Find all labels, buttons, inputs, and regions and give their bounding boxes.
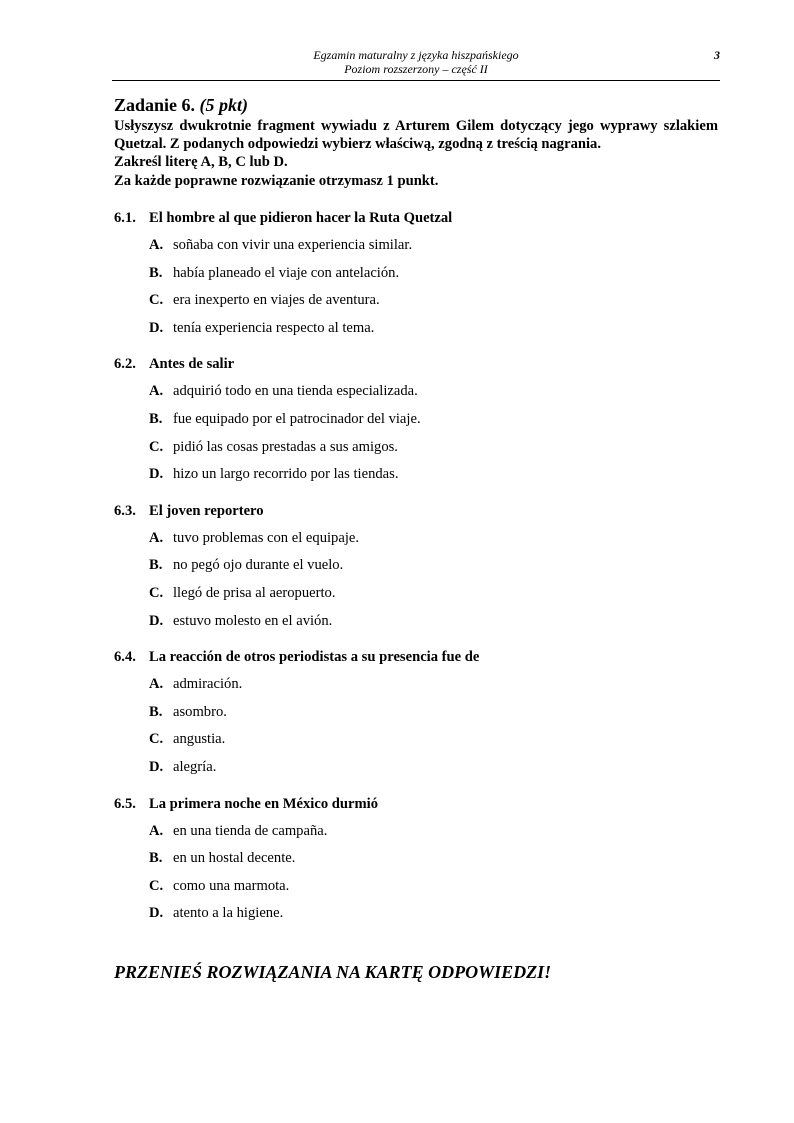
transfer-answers-note: PRZENIEŚ ROZWIĄZANIA NA KARTĘ ODPOWIEDZI! (114, 962, 552, 982)
option-letter: C. (149, 731, 164, 748)
question-number: 6.3. (114, 502, 136, 519)
question-number: 6.2. (114, 356, 136, 373)
option-text: alegría. (173, 758, 217, 775)
option-text: no pegó ojo durante el vuelo. (173, 557, 344, 574)
option-letter: A. (149, 383, 164, 400)
option-a[interactable] (114, 234, 718, 262)
option-d[interactable] (114, 317, 718, 345)
option-text: en un hostal decente. (173, 850, 296, 867)
option-letter: B. (149, 264, 163, 281)
option-text: adquirió todo en una tienda especializada. (173, 383, 418, 400)
question-list (114, 207, 718, 930)
option-letter: D. (149, 905, 164, 922)
option-letter: A. (149, 529, 164, 546)
option-text: en una tienda de campaña. (173, 822, 328, 839)
question-text: El hombre al que pidieron hacer la Ruta Quetzal (149, 210, 453, 226)
question-number: 6.1. (114, 210, 136, 226)
option-letter: D. (149, 319, 164, 336)
option-b[interactable] (114, 847, 718, 875)
option-text: estuvo molesto en el avión. (173, 612, 333, 629)
question-stem (114, 207, 718, 234)
instruction-line-2: Zakreśl literę A, B, C lub D. (114, 154, 288, 171)
option-text: asombro. (173, 703, 227, 720)
option-letter: C. (149, 584, 164, 601)
question-text: El joven reportero (149, 502, 264, 519)
instruction-line-1: Usłyszysz dwukrotnie fragment wywiadu z Arturem Gilem dotyczący jego wyprawy szlakiem Quetzal. Z podanych odpowiedzi wybierz właściwą, zgodną z treścią nagrania. (114, 118, 718, 153)
option-letter: D. (149, 758, 164, 775)
option-letter: B. (149, 703, 163, 720)
option-c[interactable] (114, 436, 718, 464)
option-d[interactable] (114, 902, 718, 930)
option-a[interactable] (114, 820, 718, 848)
option-text: era inexperto en viajes de aventura. (173, 292, 380, 309)
question-6-3 (114, 500, 718, 637)
option-text: llegó de prisa al aeropuerto. (173, 584, 336, 601)
option-text: pidió las cosas prestadas a sus amigos. (173, 438, 398, 455)
option-b[interactable] (114, 262, 718, 290)
option-letter: B. (149, 850, 163, 867)
option-b[interactable] (114, 554, 718, 582)
option-letter: C. (149, 292, 164, 309)
option-letter: C. (149, 438, 164, 455)
option-d[interactable] (114, 463, 718, 491)
option-text: admiración. (173, 676, 243, 693)
option-c[interactable] (114, 875, 718, 903)
option-b[interactable] (114, 408, 718, 436)
question-number: 6.5. (114, 795, 136, 812)
exam-title: Egzamin maturalny z języka hiszpańskiego (313, 48, 519, 62)
page-number: 3 (714, 48, 720, 62)
task-points: (5 pkt) (199, 95, 249, 115)
option-text: como una marmota. (173, 877, 290, 894)
option-a[interactable] (114, 380, 718, 408)
option-a[interactable] (114, 673, 718, 701)
option-letter: B. (149, 410, 163, 427)
option-letter: B. (149, 557, 163, 574)
option-text: tenía experiencia respecto al tema. (173, 319, 375, 336)
question-stem (114, 793, 718, 820)
task-instructions (114, 117, 718, 190)
option-b[interactable] (114, 701, 718, 729)
option-letter: A. (149, 822, 164, 839)
question-text: La reacción de otros periodistas a su presencia fue de (149, 649, 480, 666)
option-letter: A. (149, 676, 164, 693)
question-6-5 (114, 793, 718, 930)
option-d[interactable] (114, 610, 718, 638)
option-c[interactable] (114, 582, 718, 610)
option-letter: D. (149, 466, 164, 483)
option-text: tuvo problemas con el equipaje. (173, 529, 360, 546)
exam-level: Poziom rozszerzony – część II (344, 62, 488, 76)
question-text: La primera noche en México durmió (149, 795, 379, 812)
option-d[interactable] (114, 756, 718, 784)
option-text: soñaba con vivir una experiencia similar. (173, 237, 413, 253)
task-title (114, 94, 248, 116)
option-c[interactable] (114, 728, 718, 756)
question-6-4 (114, 646, 718, 783)
task-title-text: Zadanie 6. (114, 95, 196, 115)
option-text: hizo un largo recorrido por las tiendas. (173, 466, 399, 483)
question-number: 6.4. (114, 649, 136, 666)
question-stem (114, 353, 718, 380)
question-stem (114, 646, 718, 673)
question-6-2 (114, 353, 718, 490)
question-text: Antes de salir (149, 356, 235, 373)
option-text: atento a la higiene. (173, 905, 284, 922)
option-text: angustia. (173, 731, 226, 748)
option-text: había planeado el viaje con antelación. (173, 264, 400, 281)
option-c[interactable] (114, 289, 718, 317)
option-letter: D. (149, 612, 164, 629)
option-text: fue equipado por el patrocinador del viaje. (173, 410, 421, 427)
option-letter: A. (149, 237, 164, 253)
page-header (112, 48, 720, 81)
question-6-1 (114, 207, 718, 344)
question-stem (114, 500, 718, 527)
option-a[interactable] (114, 527, 718, 555)
instruction-line-3: Za każde poprawne rozwiązanie otrzymasz 1 punkt. (114, 172, 439, 189)
option-letter: C. (149, 877, 164, 894)
